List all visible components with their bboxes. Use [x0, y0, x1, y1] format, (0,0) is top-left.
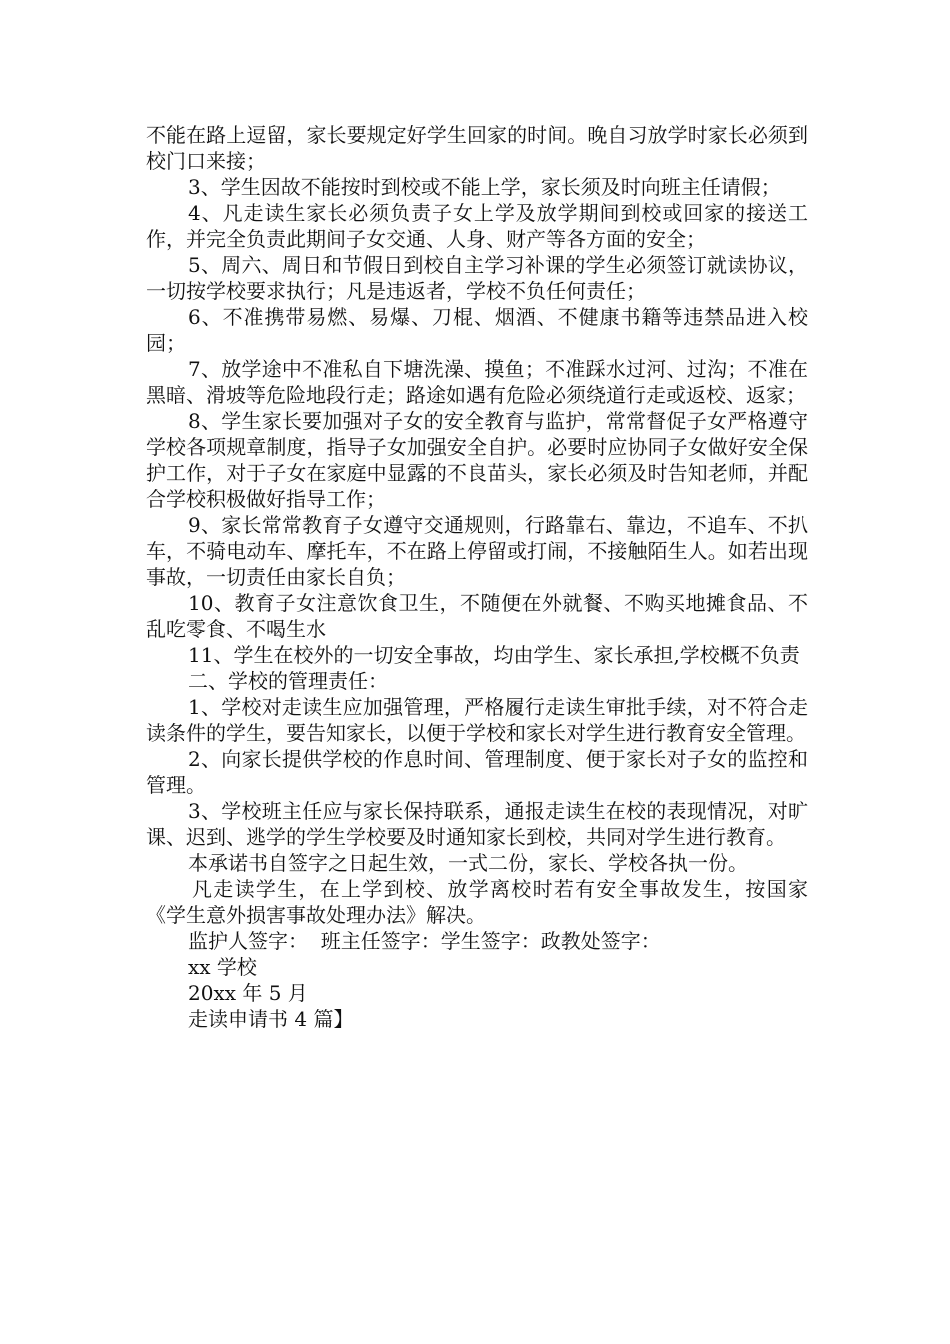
- paragraph-accident-clause: 凡走读学生，在上学到校、放学离校时若有安全事故发生，按国家《学生意外损害事故处理办法》解决。: [146, 877, 808, 927]
- paragraph-continuation: 不能在路上逗留，家长要规定好学生回家的时间。晚自习放学时家长必须到校门口来接；: [146, 123, 808, 173]
- paragraph-school-item-3: 3、学校班主任应与家长保持联系，通报走读生在校的表现情况，对旷课、迟到、逃学的学生学校要及时通知家长到校，共同对学生进行教育。: [146, 799, 808, 849]
- closing-title: 走读申请书 4 篇】: [188, 1007, 354, 1031]
- document-body: [146, 122, 808, 1032]
- paragraph-effective-clause: 本承诺书自签字之日起生效，一式二份，家长、学校各执一份。: [188, 851, 748, 875]
- paragraph-item-5: 5、周六、周日和节假日到校自主学习补课的学生必须签订就读协议，一切按学校要求执行；凡是违返者，学校不负任何责任；: [146, 253, 808, 303]
- paragraph-item-6: 6、不准携带易燃、易爆、刀棍、烟酒、不健康书籍等违禁品进入校园；: [146, 305, 808, 355]
- paragraph-school-item-1: 1、学校对走读生应加强管理，严格履行走读生审批手续，对不符合走读条件的学生，要告知家长，以便于学校和家长对学生进行教育安全管理。: [146, 695, 808, 745]
- paragraph-item-11: 11、学生在校外的一切安全事故，均由学生、家长承担,学校概不负责: [188, 643, 800, 667]
- paragraph-item-3: 3、学生因故不能按时到校或不能上学，家长须及时向班主任请假；: [188, 175, 781, 199]
- paragraph-item-10: 10、教育子女注意饮食卫生，不随便在外就餐、不购买地摊食品、不乱吃零食、不喝生水: [146, 591, 808, 641]
- paragraph-item-9: 9、家长常常教育子女遵守交通规则，行路靠右、靠边，不追车、不扒车，不骑电动车、摩托车，不在路上停留或打闹，不接触陌生人。如若出现事故，一切责任由家长自负；: [146, 513, 808, 589]
- section-heading-school-duty: 二、学校的管理责任：: [188, 669, 388, 693]
- paragraph-item-4: 4、凡走读生家长必须负责子女上学及放学期间到校或回家的接送工作，并完全负责此期间子女交通、人身、财产等各方面的安全；: [146, 201, 808, 251]
- paragraph-school-item-2: 2、向家长提供学校的作息时间、管理制度、便于家长对子女的监控和管理。: [146, 747, 808, 797]
- paragraph-item-8: 8、学生家长要加强对子女的安全教育与监护，常常督促子女严格遵守学校各项规章制度，指导子女加强安全自护。必要时应协同子女做好安全保护工作，对于子女在家庭中显露的不良苗头，家长必须及时告知老师，并配合学校积极做好指导工作；: [146, 409, 808, 511]
- paragraph-item-7: 7、放学途中不准私自下塘洗澡、摸鱼；不准踩水过河、过沟；不准在黑暗、滑坡等危险地段行走；路途如遇有危险必须绕道行走或返校、返家；: [146, 357, 808, 407]
- document-date: 20xx 年 5 月: [188, 981, 308, 1005]
- signature-line: 监护人签字： 班主任签字：学生签字：政教处签字：: [188, 929, 661, 953]
- school-name: xx 学校: [188, 955, 257, 979]
